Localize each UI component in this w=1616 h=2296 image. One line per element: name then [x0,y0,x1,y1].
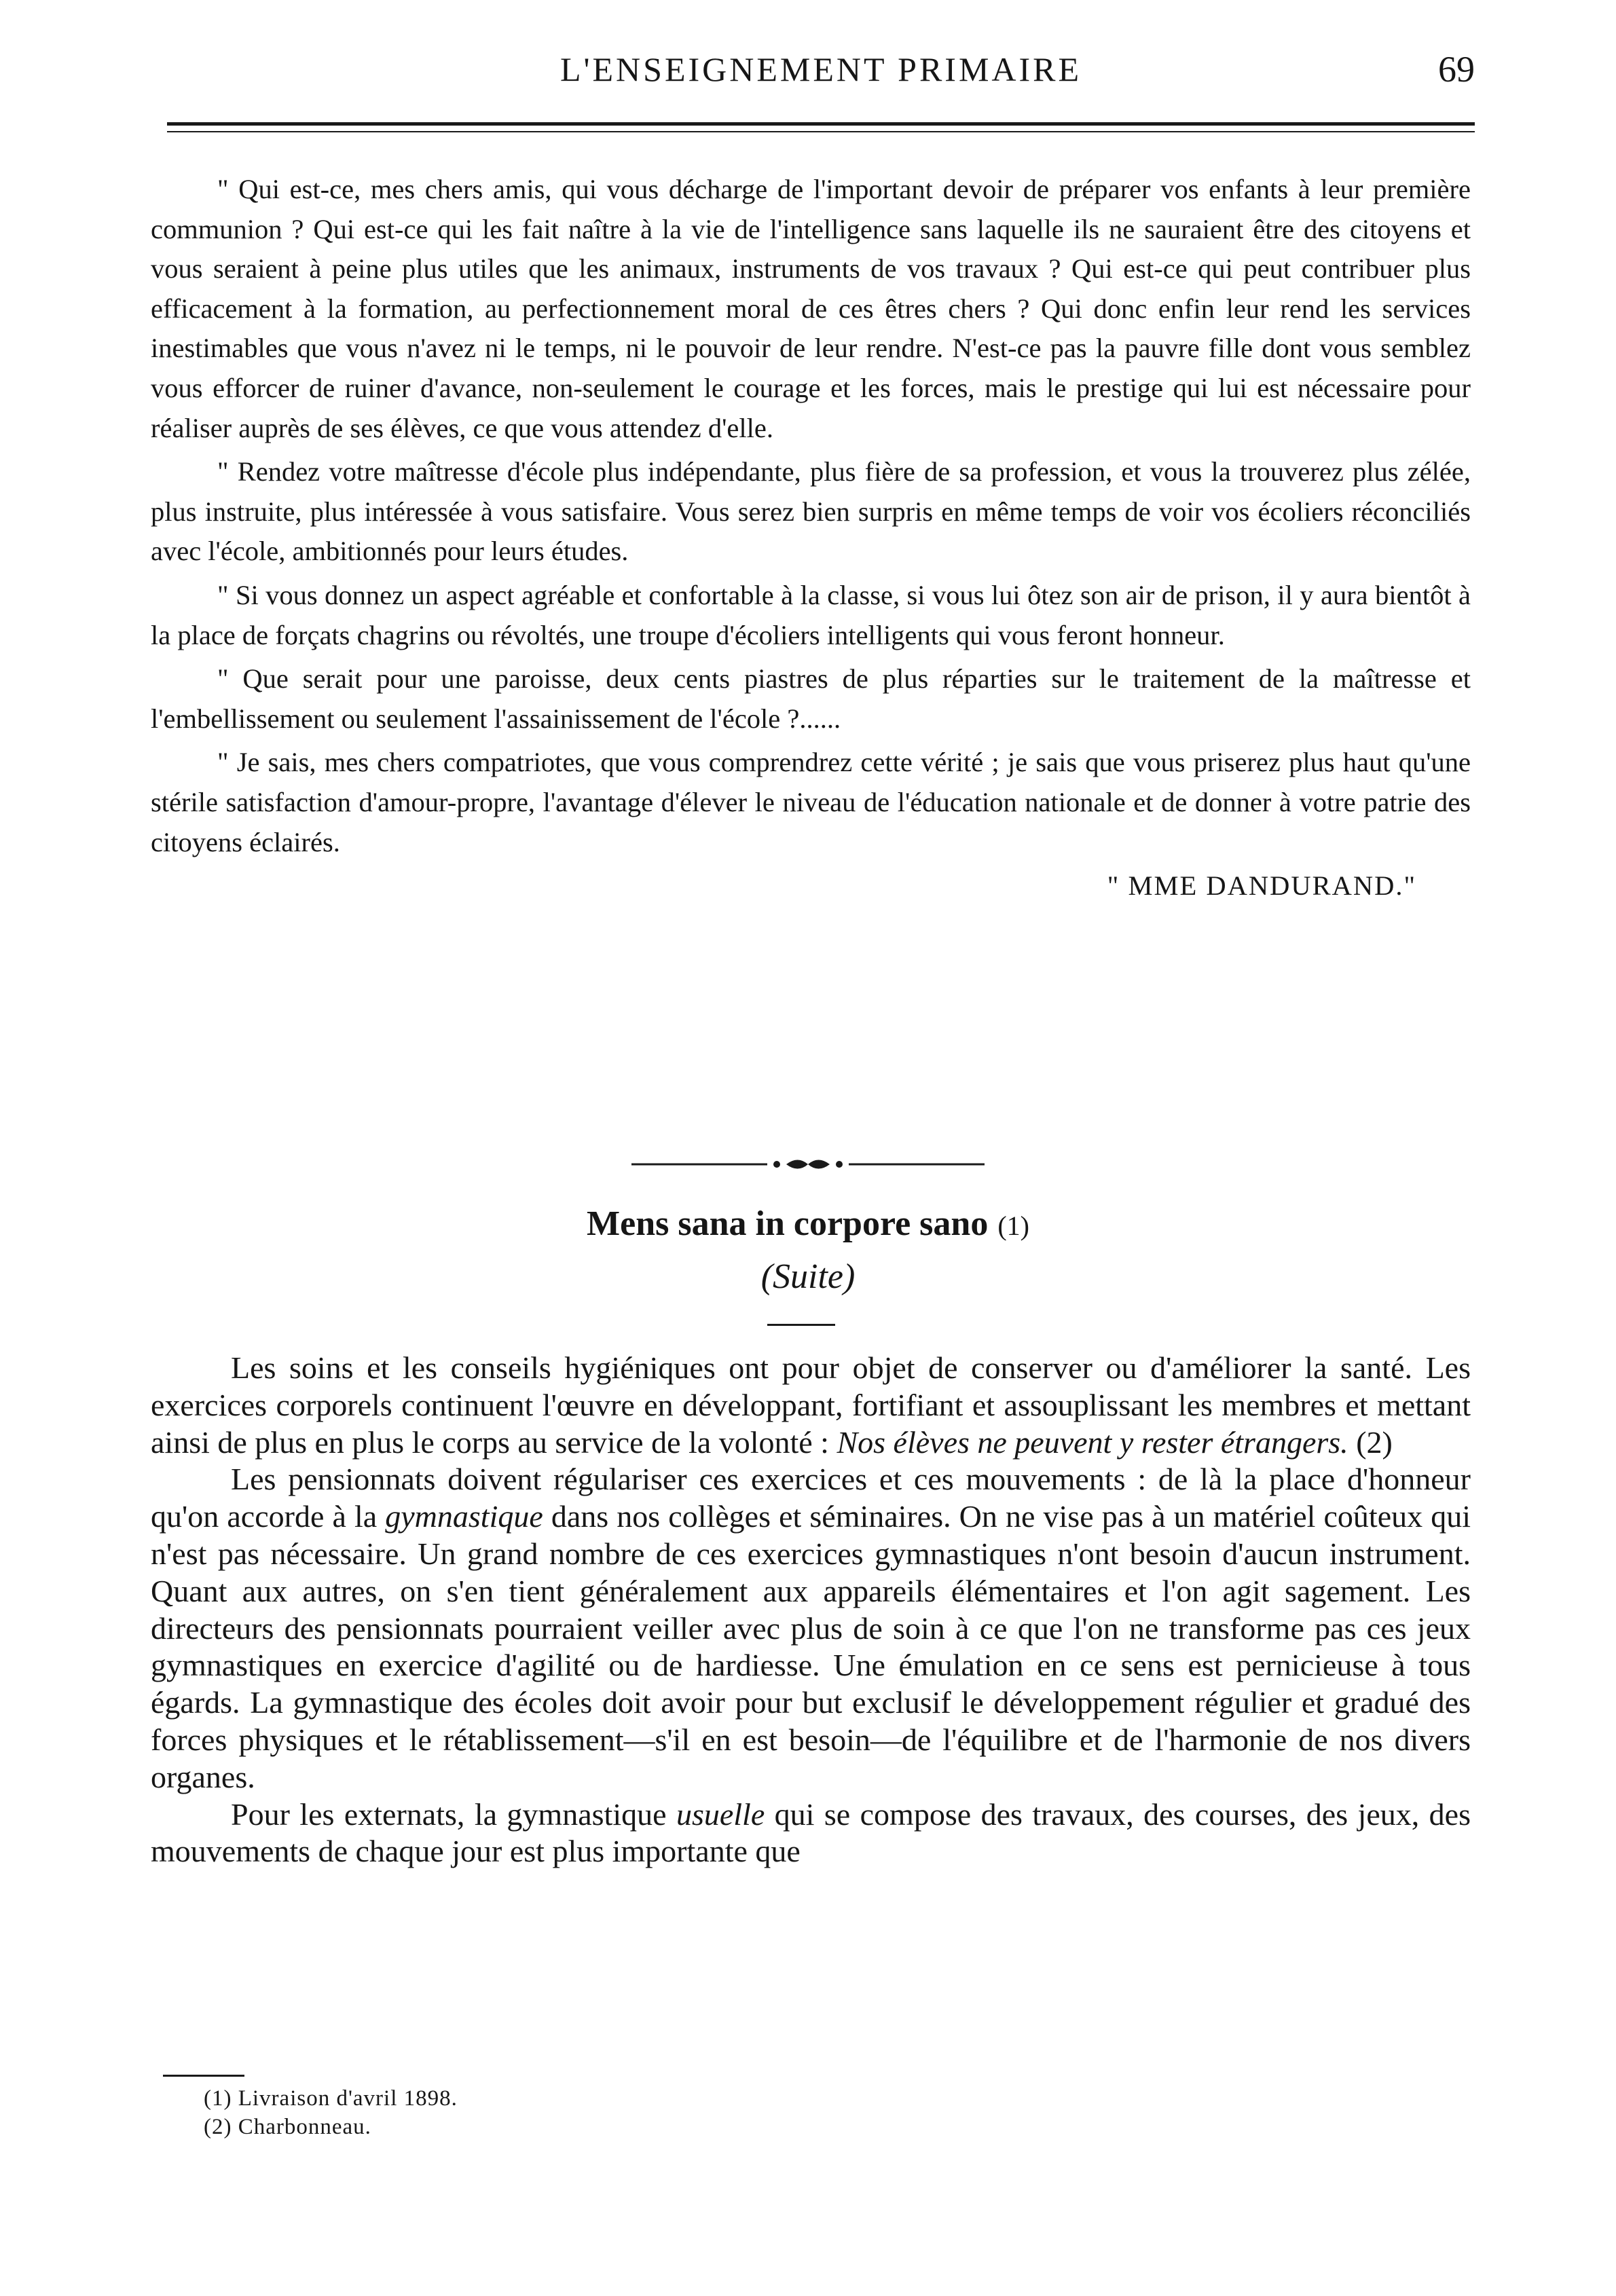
running-header [167,42,1475,96]
article-subtitle: (Suite) [760,1257,856,1296]
footnotes [204,2084,1154,2141]
body-text: Pour les externats, la gymnastique [231,1796,676,1832]
body-text: Les pensionnats doivent régulariser ces exercices et ces mouvements : de là la place d'honneur qu'on accorde à la [151,1462,1471,1534]
article-title [0,1200,1616,1250]
quoted-letter [151,170,1471,906]
body-paragraph [151,1350,1471,1461]
subtitle-rule [767,1324,835,1326]
signature: " MME DANDURAND." [1107,870,1416,902]
quote-paragraph: " Qui est-ce, mes chers amis, qui vous décharge de l'important devoir de préparer vos enfants à leur première communion ? Qui est-ce qui les fait naître à la vie de l'intelligence sans laquelle ils ne sauraient être des citoyens et vous seraient à peine plus utiles que les animaux, instruments de vos travaux ? Qui est-ce qui peut contribuer plus efficacement à la formation, au perfectionnement moral de ces êtres chers ? Qui donc enfin leur rend les services inestimables que vous n'avez ni le temps, ni le pouvoir de leur rendre. N'est-ce pas la pauvre fille dont vous semblez vous efforcer de ruiner d'avance, non-seulement le courage et les forces, mais le prestige qui lui est nécessaire pour réaliser auprès de ses élèves, ce que vous attendez d'elle. [151,174,1471,443]
page-number: 69 [1438,49,1475,90]
article-body [151,1350,1471,1870]
body-paragraph [151,1796,1471,1871]
header-rule-thick [167,122,1475,126]
section-divider-ornament [631,1155,985,1173]
footnote: (2) Charbonneau. [204,2115,371,2139]
italic-text: Nos élèves ne peuvent y rester étrangers. [837,1424,1348,1460]
journal-title: L'ENSEIGNEMENT PRIMAIRE [559,50,1082,88]
italic-text: gymnastique [385,1499,543,1534]
quote-paragraph: " Si vous donnez un aspect agréable et confortable à la classe, si vous lui ôtez son air de prison, il y aura bientôt à la place de forçats chagrins ou révoltés, une troupe d'écoliers intelligents qui vous feront honneur. [151,579,1471,650]
footnote-rule [163,2075,244,2077]
italic-text: usuelle [676,1796,765,1832]
quote-paragraph: " Rendez votre maîtresse d'école plus indépendante, plus fière de sa profession, et vous la trouverez plus zélée, plus instruite, plus intéressée à vous satisfaire. Vous serez bien surpris en même temps de voir vos écoliers réconciliés avec l'école, ambitionnés pour leurs études. [151,456,1471,567]
body-text: dans nos collèges et séminaires. On ne vise pas à un matériel coûteux qui n'est pas nécessaire. Un grand nombre de ces exercices gymnastiques n'ont besoin d'aucun instrument. Quant aux autres, on s'en tient généralement aux appareils élémentaires et l'on agit sagement. Les directeurs des pensionnats pourraient veiller avec plus de soin à ce que l'on ne transforme pas ces jeux gymnastiques en exercice d'agilité ou de hardiesse. Une émulation en ce sens est pernicieuse à tous égards. La gymnastique des écoles doit avoir pour but exclusif le développement régulier et gradué des forces physiques et le rétablissement—s'il en est besoin—de l'équilibre et de l'harmonie de nos divers organes. [151,1499,1471,1794]
footnote-ref: (2) [1348,1424,1393,1460]
article-title-text: Mens sana in corpore sano [587,1204,989,1243]
body-text: Les soins et les conseils hygiéniques ont pour objet de conserver ou d'améliorer la santé. Les exercices corporels continuent l'œuvre en développant, fortifiant et assouplissant les membres et mettant ainsi de plus en plus le corps au service de la volonté : [151,1350,1471,1460]
quote-paragraph: " Que serait pour une paroisse, deux cents piastres de plus réparties sur le traitement de la maîtresse et l'embellissement ou seulement l'assainissement de l'école ?...... [151,663,1471,734]
title-footnote-ref: (1) [997,1210,1029,1241]
footnote: (1) Livraison d'avril 1898. [204,2086,458,2111]
header-rule-thin [167,131,1475,132]
quote-paragraph: " Je sais, mes chers compatriotes, que vous comprendrez cette vérité ; je sais que vous priserez plus haut qu'une stérile satisfaction d'amour-propre, l'avantage d'élever le niveau de l'éducation nationale et de donner à votre patrie des citoyens éclairés. [151,747,1471,857]
body-paragraph [151,1461,1471,1796]
body-text: qui se compose des travaux, des courses, des jeux, des mouvements de chaque jour est plus importante que [151,1796,1471,1869]
